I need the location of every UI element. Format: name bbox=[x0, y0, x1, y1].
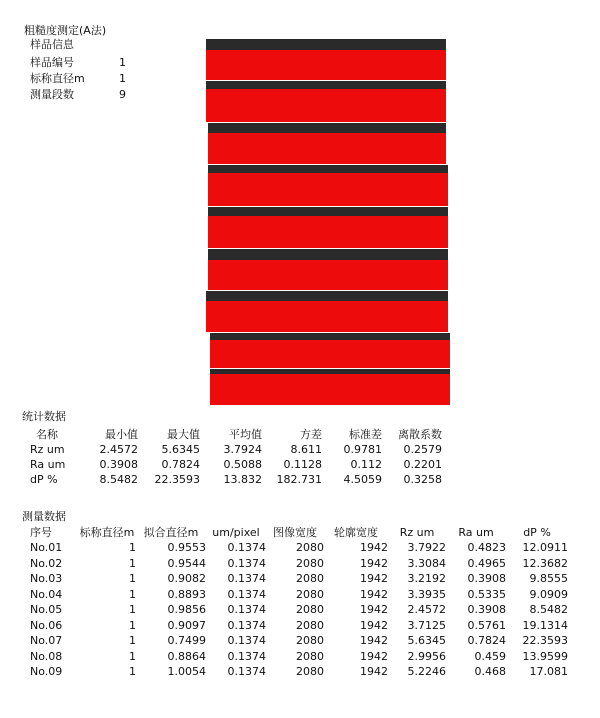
stats-cell: 8.5482 bbox=[99, 473, 138, 486]
stats-cell: dP % bbox=[30, 473, 58, 486]
measure-cell: 1942 bbox=[360, 618, 388, 632]
measure-cell: No.03 bbox=[30, 572, 63, 586]
measure-cell: 5.2246 bbox=[407, 665, 446, 679]
measure-cell: 2080 bbox=[296, 665, 324, 679]
measure-row bbox=[22, 540, 568, 556]
measure-cell: 1 bbox=[129, 587, 136, 601]
profile-strip bbox=[208, 164, 448, 206]
measure-cell: No.02 bbox=[30, 556, 63, 570]
measure-cell: 0.9544 bbox=[167, 556, 206, 570]
profile-strip bbox=[206, 290, 448, 332]
measure-cell: 1 bbox=[129, 649, 136, 663]
profile-strip bbox=[208, 206, 448, 248]
measure-cell: 12.0911 bbox=[522, 541, 568, 555]
page-title: 粗糙度测定(A法) bbox=[24, 24, 107, 37]
measure-cell: 0.1374 bbox=[227, 541, 266, 555]
stats-table bbox=[22, 426, 442, 487]
measure-cell: No.07 bbox=[30, 634, 63, 648]
stats-cell: Ra um bbox=[30, 458, 66, 471]
stats-cell: 22.3593 bbox=[154, 473, 200, 486]
measure-cell: 13.9599 bbox=[522, 649, 568, 663]
measure-header: 标称直径m bbox=[79, 526, 135, 539]
measure-cell: No.04 bbox=[30, 587, 63, 601]
stats-row bbox=[22, 472, 442, 487]
measure-cell: 22.3593 bbox=[522, 634, 568, 648]
stats-cell: 4.5059 bbox=[343, 473, 382, 486]
measure-cell: 0.9097 bbox=[167, 618, 206, 632]
measure-cell: 1 bbox=[129, 618, 136, 632]
measure-cell: 0.1374 bbox=[227, 603, 266, 617]
stats-cell: 0.3908 bbox=[99, 458, 138, 471]
measure-cell: 1 bbox=[129, 556, 136, 570]
stats-header: 最大值 bbox=[167, 428, 200, 441]
measure-cell: 0.1374 bbox=[227, 618, 266, 632]
profile-strip bbox=[206, 80, 446, 122]
sample-info-row bbox=[30, 88, 126, 101]
stats-cell: 0.5088 bbox=[223, 458, 262, 471]
sample-info-row bbox=[30, 72, 126, 85]
measure-cell: 12.3682 bbox=[522, 556, 568, 570]
measure-cell: 0.4965 bbox=[467, 556, 506, 570]
measure-cell: 2080 bbox=[296, 649, 324, 663]
measure-cell: 1 bbox=[129, 541, 136, 555]
sample-info-label: 样品编号 bbox=[30, 56, 74, 69]
sample-info-heading: 样品信息 bbox=[30, 38, 74, 51]
stats-cell: 0.112 bbox=[350, 458, 382, 471]
measure-cell: 2080 bbox=[296, 587, 324, 601]
measure-cell: No.01 bbox=[30, 541, 63, 555]
measure-row bbox=[22, 587, 568, 603]
stats-heading: 统计数据 bbox=[22, 410, 66, 423]
stats-cell: 0.2201 bbox=[403, 458, 442, 471]
measure-cell: 3.7125 bbox=[407, 618, 446, 632]
measure-cell: 0.8864 bbox=[167, 649, 206, 663]
profile-strip bbox=[210, 368, 450, 405]
measure-row bbox=[22, 649, 568, 665]
stats-header: 方差 bbox=[300, 428, 322, 441]
profile-strip bbox=[208, 248, 448, 290]
stats-cell: 8.611 bbox=[290, 443, 322, 456]
measure-cell: 17.081 bbox=[529, 665, 568, 679]
measure-cell: 0.7499 bbox=[167, 634, 206, 648]
sample-info-value: 9 bbox=[119, 88, 126, 101]
stats-header-row bbox=[22, 426, 442, 442]
measure-cell: 2080 bbox=[296, 618, 324, 632]
measure-cell: 19.1314 bbox=[522, 618, 568, 632]
measure-cell: 2080 bbox=[296, 603, 324, 617]
profile-strip bbox=[206, 38, 446, 80]
sample-info-row bbox=[30, 56, 126, 69]
measure-cell: No.05 bbox=[30, 603, 63, 617]
measure-cell: 2080 bbox=[296, 541, 324, 555]
stats-row bbox=[22, 457, 442, 472]
measure-cell: 0.459 bbox=[474, 649, 506, 663]
stats-header: 标准差 bbox=[349, 428, 382, 441]
stats-cell: 2.4572 bbox=[99, 443, 138, 456]
measure-row bbox=[22, 602, 568, 618]
measure-cell: 1942 bbox=[360, 649, 388, 663]
sample-info-label: 测量段数 bbox=[30, 88, 74, 101]
measure-row bbox=[22, 571, 568, 587]
measure-cell: 1.0054 bbox=[167, 665, 206, 679]
measure-header: Rz um bbox=[399, 525, 435, 539]
measure-cell: 2080 bbox=[296, 556, 324, 570]
measure-cell: 0.1374 bbox=[227, 634, 266, 648]
measure-cell: 0.1374 bbox=[227, 649, 266, 663]
stats-header: 最小值 bbox=[105, 428, 138, 441]
measure-cell: 0.468 bbox=[474, 665, 506, 679]
stats-cell: 182.731 bbox=[276, 473, 322, 486]
measure-cell: 0.9856 bbox=[167, 603, 206, 617]
measure-cell: 2080 bbox=[296, 634, 324, 648]
measure-row bbox=[22, 618, 568, 634]
measure-cell: 0.5761 bbox=[467, 618, 506, 632]
stats-cell: 3.7924 bbox=[223, 443, 262, 456]
measure-header: Ra um bbox=[458, 525, 494, 539]
stats-cell: 0.1128 bbox=[283, 458, 322, 471]
stats-row bbox=[22, 442, 442, 457]
measure-table bbox=[22, 524, 568, 680]
measure-cell: No.06 bbox=[30, 618, 63, 632]
measure-cell: 0.8893 bbox=[167, 587, 206, 601]
measure-header: 图像宽度 bbox=[273, 526, 317, 539]
measure-cell: 9.8555 bbox=[529, 572, 568, 586]
measure-cell: 3.3084 bbox=[407, 556, 446, 570]
measure-cell: 1942 bbox=[360, 634, 388, 648]
sample-info-label: 标称直径m bbox=[30, 72, 85, 85]
measure-cell: 1 bbox=[129, 572, 136, 586]
measure-row bbox=[22, 556, 568, 572]
measure-cell: 2080 bbox=[296, 572, 324, 586]
measure-cell: 0.4823 bbox=[467, 541, 506, 555]
measure-cell: 0.1374 bbox=[227, 572, 266, 586]
measure-cell: 1 bbox=[129, 665, 136, 679]
measure-cell: 3.2192 bbox=[407, 572, 446, 586]
profile-strip bbox=[208, 122, 446, 164]
measure-cell: 0.1374 bbox=[227, 556, 266, 570]
measure-cell: 9.0909 bbox=[529, 587, 568, 601]
stats-cell: Rz um bbox=[30, 443, 65, 456]
stats-cell: 0.7824 bbox=[161, 458, 200, 471]
measure-cell: 1 bbox=[129, 603, 136, 617]
measure-cell: 5.6345 bbox=[407, 634, 446, 648]
measure-cell: 2.4572 bbox=[407, 603, 446, 617]
measure-heading: 测量数据 bbox=[22, 510, 66, 523]
measure-cell: No.09 bbox=[30, 665, 63, 679]
measure-cell: 2.9956 bbox=[407, 649, 446, 663]
measure-cell: 0.1374 bbox=[227, 587, 266, 601]
measure-header: 拟合直径m bbox=[143, 526, 199, 539]
measure-cell: 0.9553 bbox=[167, 541, 206, 555]
measure-cell: 0.9082 bbox=[167, 572, 206, 586]
stats-header: 离散系数 bbox=[398, 428, 442, 441]
measure-cell: 0.7824 bbox=[467, 634, 506, 648]
measure-cell: 0.1374 bbox=[227, 665, 266, 679]
stats-cell: 0.3258 bbox=[403, 473, 442, 486]
stats-cell: 0.9781 bbox=[343, 443, 382, 456]
stats-header: 平均值 bbox=[229, 428, 262, 441]
measure-header: 序号 bbox=[30, 526, 52, 539]
measure-cell: 3.3935 bbox=[407, 587, 446, 601]
measure-cell: 3.7922 bbox=[407, 541, 446, 555]
measure-cell: 1942 bbox=[360, 556, 388, 570]
sample-info-value: 1 bbox=[119, 72, 126, 85]
profile-images bbox=[206, 38, 450, 404]
measure-cell: 1942 bbox=[360, 665, 388, 679]
measure-cell: 1 bbox=[129, 634, 136, 648]
measure-row bbox=[22, 633, 568, 649]
measure-header-row bbox=[22, 524, 568, 540]
measure-cell: 1942 bbox=[360, 572, 388, 586]
measure-cell: 0.3908 bbox=[467, 572, 506, 586]
measure-header: um/pixel bbox=[212, 525, 260, 539]
stats-cell: 5.6345 bbox=[161, 443, 200, 456]
measure-cell: 0.5335 bbox=[467, 587, 506, 601]
stats-cell: 0.2579 bbox=[403, 443, 442, 456]
measure-cell: 1942 bbox=[360, 587, 388, 601]
measure-header: 轮廓宽度 bbox=[334, 526, 378, 539]
measure-row bbox=[22, 664, 568, 680]
stats-header: 名称 bbox=[36, 428, 58, 441]
measure-cell: No.08 bbox=[30, 649, 63, 663]
measure-header: dP % bbox=[523, 525, 551, 539]
stats-cell: 13.832 bbox=[223, 473, 262, 486]
sample-info-value: 1 bbox=[119, 56, 126, 69]
measure-cell: 1942 bbox=[360, 541, 388, 555]
measure-cell: 0.3908 bbox=[467, 603, 506, 617]
measure-cell: 1942 bbox=[360, 603, 388, 617]
measure-cell: 8.5482 bbox=[529, 603, 568, 617]
